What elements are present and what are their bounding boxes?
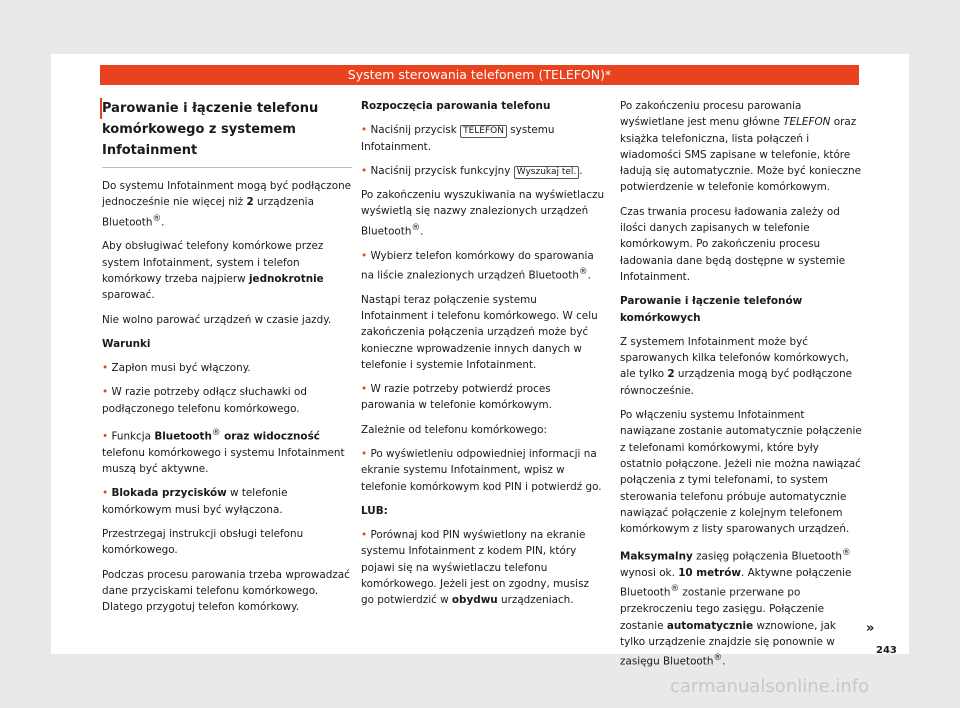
paragraph: Podczas procesu parowania trzeba wprowadzać dane przyciskami telefonu komórkowego. Dlatego przygotuj telefon komórkowy. xyxy=(102,568,350,614)
continue-arrows-icon: » xyxy=(866,621,875,636)
bullet-item: • W razie potrzeby odłącz słuchawki od podłączonego telefonu komórkowego. xyxy=(102,386,307,415)
bullet-item: • Funkcja Bluetooth® oraz widoczność telefonu komórkowego i systemu Infotainment muszą być aktywne. xyxy=(102,428,345,476)
column-2 xyxy=(361,98,605,617)
paragraph: Maksymalny zasięg połączenia Bluetooth® wynosi ok. 10 metrów. Aktywne połączenie Bluetooth® zostanie przerwane po przekroczeniu tego zasięgu. Połączenie zostanie automatycznie wznowione, jak tylko urządzenie znajdzie się ponownie w zasięgu Bluetooth®. xyxy=(620,548,852,668)
bullet-item: • Naciśnij przycisk funkcyjny Wyszukaj tel. . xyxy=(361,164,583,177)
heading-accent-bar xyxy=(100,98,102,119)
column-3 xyxy=(620,98,862,678)
search-phone-key: Wyszukaj tel. xyxy=(514,166,580,179)
paragraph: Czas trwania procesu ładowania zależy od ilości danych zapisanych w telefonie komórkowym. Po zakończeniu procesu ładowania dane będą dostępne w systemie Infotainment. xyxy=(620,205,846,283)
column-1 xyxy=(102,98,352,623)
bullet-item: • Naciśnij przycisk TELEFON systemu Infotainment. xyxy=(361,124,555,153)
paragraph: Z systemem Infotainment może być sparowanych kilka telefonów komórkowych, ale tylko 2 urządzenia mogą być podłączone równocześnie. xyxy=(620,335,853,397)
bullet-item: • W razie potrzeby potwierdź proces parowania w telefonie komórkowym. xyxy=(361,383,552,412)
section-header: System sterowania telefonem (TELEFON)* xyxy=(100,65,859,85)
heading-text: Parowanie i łączenie telefonu komórkowego z systemem Infotainment xyxy=(102,101,319,158)
subsection-title: Parowanie i łączenie telefonów komórkowych xyxy=(620,295,803,324)
paragraph: Nie wolno parować urządzeń w czasie jazdy. xyxy=(102,313,332,326)
bullet-item: • Po wyświetleniu odpowiedniej informacji na ekranie systemu Infotainment, wpisz w telefonie komórkowym kod PIN i potwierdź go. xyxy=(361,447,602,493)
bullet-item: • Blokada przycisków w telefonie komórkowym musi być wyłączona. xyxy=(102,487,288,516)
footer-watermark: carmanualsonline.info xyxy=(670,676,870,697)
paragraph: Zależnie od telefonu komórkowego: xyxy=(361,423,547,436)
conditions-title: Warunki xyxy=(102,337,151,350)
page-number: 243 xyxy=(876,645,897,656)
paragraph: Po włączeniu systemu Infotainment nawiązane zostanie automatycznie połączenie z telefonami komórkowymi, które były ostatnio połączone. Jeżeli nie można nawiązać połączenia z tymi telefonami, to system sterowania telefonu próbuje automatycznie nawiązać połączenie z kolejnym telefonem komórkowym z listy sparowanych urządzeń. xyxy=(620,409,862,536)
section-heading xyxy=(102,98,352,168)
paragraph: Do systemu Infotainment mogą być podłączone jednocześnie nie więcej niż 2 urządzenia Bluetooth®. xyxy=(102,180,352,229)
bullet-item: • Zapłon musi być włączony. xyxy=(102,362,251,375)
paragraph: Aby obsługiwać telefony komórkowe przez system Infotainment, system i telefon komórkowy trzeba najpierw jednokrotnie sparować. xyxy=(102,240,324,302)
telefon-key: TELEFON xyxy=(460,125,507,138)
bullet-item: • Wybierz telefon komórkowy do sparowania na liście znalezionych urządzeń Bluetooth®. xyxy=(361,249,594,282)
paragraph: Po zakończeniu procesu parowania wyświetlane jest menu główne TELEFON oraz książka telefoniczna, lista połączeń i wiadomości SMS zapisane w telefonie, które ładują się automatycznie. Może być konieczne potwierdzenie w telefonie komórkowym. xyxy=(620,100,862,194)
bullet-item: • Porównaj kod PIN wyświetlony na ekranie systemu Infotainment z kodem PIN, który pojawi się na wyświetlaczu telefonu komórkowego. Jeżeli jest on zgodny, musisz go potwierdzić w obydwu urządzeniach. xyxy=(361,529,589,607)
paragraph: Po zakończeniu wyszukiwania na wyświetlaczu wyświetlą się nazwy znalezionych urządzeń Bluetooth®. xyxy=(361,189,605,238)
paragraph: Nastąpi teraz połączenie systemu Infotainment i telefonu komórkowego. W celu zakończenia połączenia urządzeń może być konieczne wprowadzenie innych danych w telefonie i systemie Infotainment. xyxy=(361,293,598,371)
subsection-title: Rozpoczęcia parowania telefonu xyxy=(361,100,551,112)
paragraph: Przestrzegaj instrukcji obsługi telefonu komórkowego. xyxy=(102,527,304,557)
or-label: LUB: xyxy=(361,504,388,517)
